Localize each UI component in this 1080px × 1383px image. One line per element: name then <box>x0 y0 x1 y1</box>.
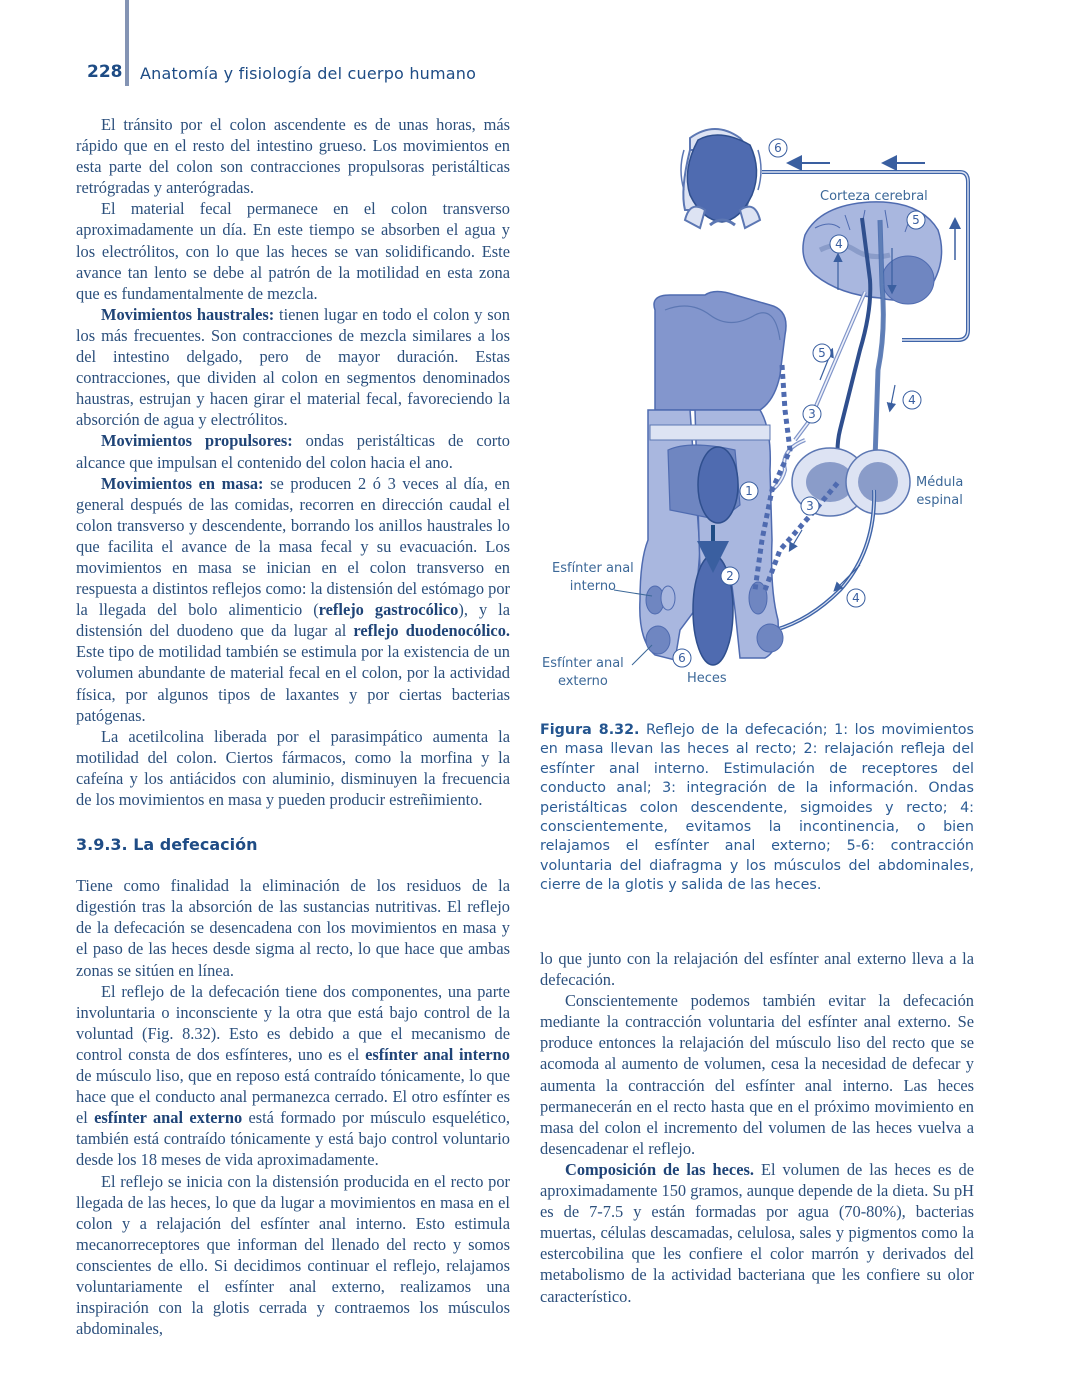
paragraph: El material fecal permanece en el colon transverso aproximadamente un día. En este tiempo se absorben el agua y los electrólitos, con lo que las heces se van solidificando. Este avance tan lento se debe al patrón de la motilidad en esta zona que es fundamentalmente de mezcla. <box>76 199 510 303</box>
term: Movimientos en masa: <box>101 473 264 493</box>
paragraph: El reflejo se inicia con la distensión producida en el recto por llegada de las heces, lo que da lugar a movimientos en masa en el colon y a relajación del esfínter anal interno. Esto estimula mecanorreceptores que informan del llenado del recto y somos conscientes de ello. Si decidimos continuar el reflejo, relajamos voluntariamente el esfínter anal externo, realizamos una inspiración con la glotis cerrada y contraemos los músculos abdominales, <box>76 1171 510 1339</box>
svg-text:4: 4 <box>835 237 843 251</box>
marker-4-tract <box>903 391 921 409</box>
marker-2 <box>721 567 739 585</box>
paragraph: La acetilcolina liberada por el parasimpático aumenta la motilidad del colon. Ciertos fármacos, como la morfina y la cafeína y los antiácidos con aluminio, disminuyen la frecuencia de los movimientos en masa y pueden producir estreñimiento. <box>76 726 510 809</box>
paragraph: Tiene como finalidad la eliminación de los residuos de la digestión tras la absorción de las sustancias nutritivas. El reflejo de la defecación se desencadena con los movimientos en masa y el paso de las heces desde sigma al recto, lo que hace que ambas zonas se sitúen en línea. <box>76 876 510 980</box>
svg-text:4: 4 <box>852 591 860 605</box>
term: Movimientos haustrales: <box>101 304 275 324</box>
svg-text:6: 6 <box>774 141 782 155</box>
marker-6-anal <box>673 649 691 667</box>
paragraph: El reflejo de la defecación tiene dos componentes, una parte involuntaria o inconsciente y la otra que está bajo control de la voluntad (Fig. 8.32). Esto es debido a que el mecanismo de control consta de dos esfínteres, uno es el esfínter anal interno de músculo liso, que en reposo está contraído tónicamente, lo que hace que el conducto anal permanezca cerrado. El otro esfínter es el esfínter anal externo está formado por músculo esquelético, también está contraído tónicamente y está bajo control voluntario desde los 18 meses de vida aproximadamente. <box>76 981 510 1170</box>
svg-text:3: 3 <box>806 499 814 513</box>
marker-5-colon <box>813 344 831 362</box>
marker-3-lower <box>801 497 819 515</box>
colon-icon <box>640 292 786 666</box>
marker-1 <box>740 482 758 500</box>
svg-text:2: 2 <box>726 569 734 583</box>
marker-6-thorax <box>769 139 787 157</box>
paragraph: lo que junto con la relajación del esfínter anal externo lleva a la defecación. <box>540 949 974 990</box>
svg-text:5: 5 <box>818 346 826 360</box>
label-medula-espinal: Médula espinal <box>916 475 964 508</box>
paragraph: Conscientemente podemos también evitar la defecación mediante la contracción voluntaria del esfínter anal externo. Se produce entonces la relajación del músculo liso del recto que se acomoda al aumento de volumen, cesa la necesidad de defecar y aumenta la contracción del esfínter anal interno. Las heces permanecerán en el recto hasta que en el próximo movimiento en masa del colon el incremento del volumen de las heces vuelva a desencadenar el reflejo. <box>540 991 974 1158</box>
label-heces: Heces <box>687 671 727 686</box>
paragraph: El tránsito por el colon ascendente es de unas horas, más rápido que en el resto del intestino grueso. Los movimientos en esta parte del colon son contracciones propulsoras peristálticas retrógradas y anterógradas. <box>76 115 510 198</box>
marker-3-upper <box>803 405 821 423</box>
figure-defecation-reflex <box>540 110 980 710</box>
section-heading: 3.9.3. La defecación <box>76 835 258 855</box>
left-column <box>76 114 510 1339</box>
marker-4-brain <box>830 235 848 253</box>
svg-text:6: 6 <box>678 651 686 665</box>
right-column <box>540 948 974 1307</box>
paragraph-composicion: Composición de las heces. El volumen de las heces es de aproximadamente 150 gramos, aunque depende de la dieta. Su pH es de 7-7.5 y están formadas por agua (70-80%), bacterias muertas, células descamadas, celulosa, sales y pigmentos como la estercobilina que les confiere el color marrón y derivados del metabolismo de la actividad bacteriana que les confiere su olor característico. <box>540 1159 974 1306</box>
label-esfinter-externo: Esfínter anal externo <box>542 656 624 689</box>
term: Movimientos propulsores: <box>101 431 293 451</box>
figure-caption: Figura 8.32. Reflejo de la defecación; 1: los movimientos en masa llevan las heces al recto; 2: relajación refleja del esfínter anal interno. Estimulación de receptores del conducto anal; 3: integración de la información. Ondas peristálticas colon descendente, sigmoides y recto; 4: conscientemente, evitamos la incontinencia, o bien relajamos el esfínter anal externo; 5-6: contracción voluntaria del diafragma y los músculos del abdominales, cierre de la glotis y salida de las heces. <box>540 722 974 894</box>
marker-4-lower <box>847 589 865 607</box>
marker-5-brain <box>907 211 925 229</box>
paragraph-propulsores: Movimientos propulsores: ondas peristálticas de corto alcance que impulsan el contenido del colon hacia el ano. <box>76 431 510 472</box>
thorax-icon <box>681 129 761 228</box>
svg-text:3: 3 <box>808 407 816 421</box>
figure-label: Figura 8.32. <box>540 722 640 738</box>
page-number: 228 <box>87 62 123 82</box>
header-rule <box>125 0 129 86</box>
term: Composición de las heces. <box>565 1159 754 1179</box>
svg-text:1: 1 <box>745 484 753 498</box>
svg-text:5: 5 <box>912 213 920 227</box>
running-title: Anatomía y fisiología del cuerpo humano <box>140 64 477 83</box>
label-esfinter-interno: Esfínter anal interno <box>552 561 634 594</box>
svg-text:4: 4 <box>908 393 916 407</box>
paragraph-haustrales: Movimientos haustrales: tienen lugar en todo el colon y son los más frecuentes. Son contracciones de mezcla similares a los del intestino delgado, pero de mayor duración. Estas contracciones, que dividen al colon en segmentos denominados haustras, estrujan y hacen girar el material fecal, favoreciendo la absorción de agua y electrólitos. <box>76 304 511 430</box>
paragraph-masa: Movimientos en masa: se producen 2 ó 3 veces al día, en general después de las comidas, recorren en dirección caudal el colon transverso y descendente, borrando los anillos haustrales lo que facilita el avance de la masa fecal y su evacuación. Los movimientos en masa se inician en el colon transverso en respuesta a distintos reflejos como: la distensión del estómago por la llegada del bolo alimenticio (reflejo gastrocólico), y la distensión del duodeno que da lugar al reflejo duodenocólico. Este tipo de motilidad también se estimula por la existencia de un volumen abundante de material fecal en el colon, por la actividad física, por algunos tipos de laxantes y por ciertas bacterias patógenas. <box>76 473 511 725</box>
label-corteza-cerebral: Corteza cerebral <box>820 189 928 204</box>
